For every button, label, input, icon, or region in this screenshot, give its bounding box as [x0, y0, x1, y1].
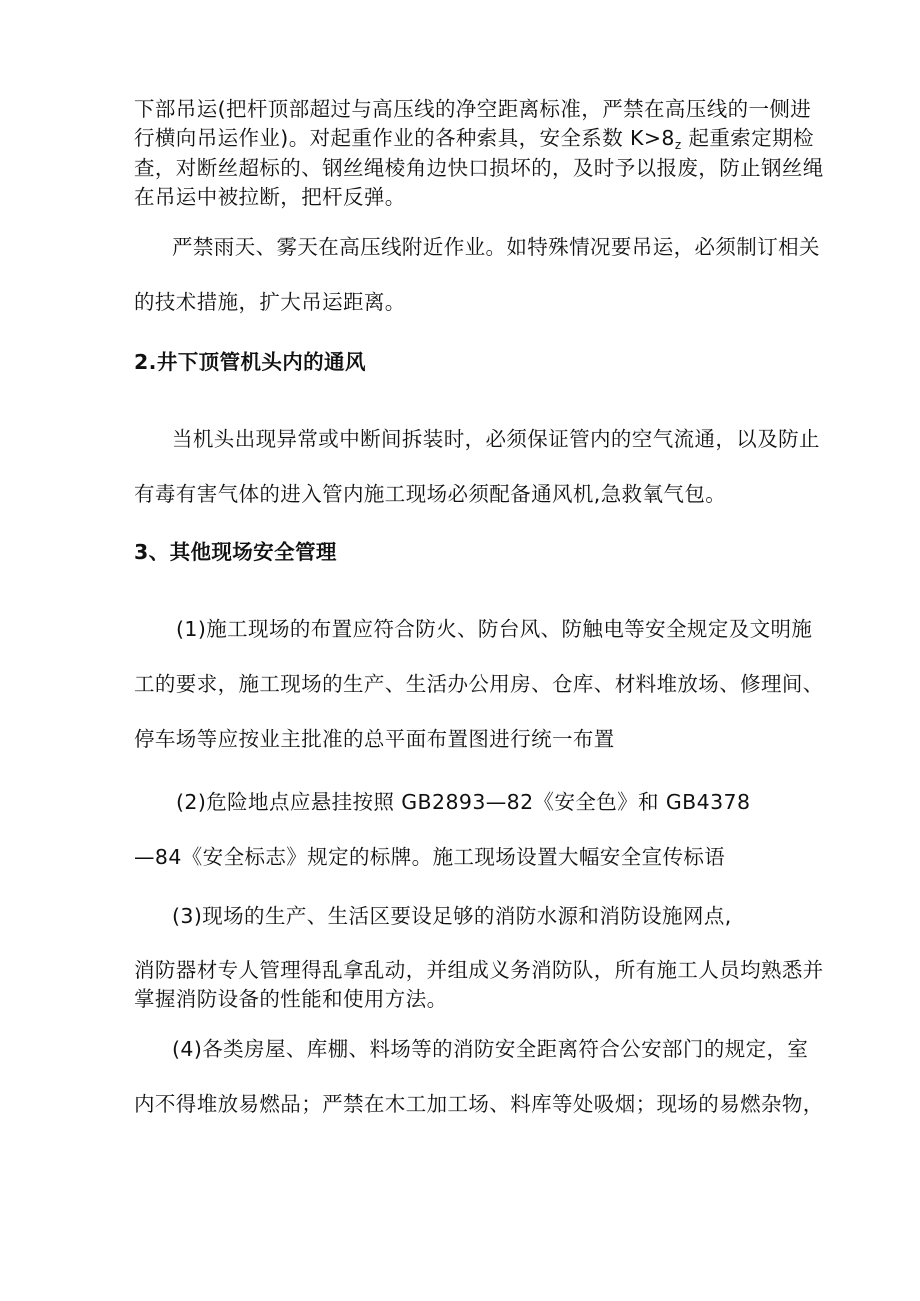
heading-ventilation: 2.井下顶管机头内的通风 [134, 350, 366, 374]
p4-line-1: (1)施工现场的布置应符合防火、防台风、防触电等安全规定及文明施 [176, 617, 813, 641]
p1-line-2-text: 行横向吊运作业)。对起重作业的各种索具，安全系数 K>8 [134, 126, 675, 150]
p1-line-4: 在吊运中被拉断，把杆反弹。 [134, 185, 406, 209]
heading-site-safety: 3、其他现场安全管理 [134, 540, 337, 564]
p1-line-3: 查，对断丝超标的、钢丝绳棱角边快口损坏的，及时予以报废，防止钢丝绳 [134, 156, 824, 180]
p4-line-2: 工的要求，施工现场的生产、生活办公用房、仓库、材料堆放场、修理间、 [134, 672, 824, 696]
p1-line-2 [134, 124, 814, 152]
p5-line-2: —84《安全标志》规定的标牌。施工现场设置大幅安全宣传标语 [134, 845, 726, 869]
p6-line-1: (3)现场的生产、生活区要设足够的消防水源和消防设施网点, [172, 904, 732, 928]
p7-line-2: 内不得堆放易燃品；严禁在木工加工场、料库等处吸烟；现场的易燃杂物， [134, 1092, 824, 1116]
p6-line-3: 掌握消防设备的性能和使用方法。 [134, 987, 448, 1011]
p7-line-1: (4)各类房屋、库棚、料场等的消防安全距离符合公安部门的规定，室 [172, 1037, 809, 1061]
p2-line-2: 的技术措施，扩大吊运距离。 [134, 290, 406, 314]
p2-line-1: 严禁雨天、雾天在高压线附近作业。如特殊情况要吊运，必须制订相关 [172, 235, 820, 259]
p6-line-2: 消防器材专人管理得乱拿乱动，并组成义务消防队，所有施工人员均熟悉并 [134, 958, 824, 982]
p3-line-2: 有毒有害气体的进入管内施工现场必须配备通风机,急救氧气包。 [134, 482, 727, 506]
subscript-z: z [674, 138, 682, 152]
p4-line-3: 停车场等应按业主批准的总平面布置图进行统一布置 [134, 727, 615, 751]
p3-line-1: 当机头出现异常或中断间拆装时，必须保证管内的空气流通，以及防止 [172, 427, 820, 451]
p5-line-1: (2)危险地点应悬挂按照 GB2893—82《安全色》和 GB4378 [176, 790, 751, 814]
p1-line-2-tail: 起重索定期检 [681, 126, 814, 150]
p1-line-1: 下部吊运(把杆顶部超过与高压线的净空距离标准，严禁在高压线的一侧进 [134, 97, 812, 121]
